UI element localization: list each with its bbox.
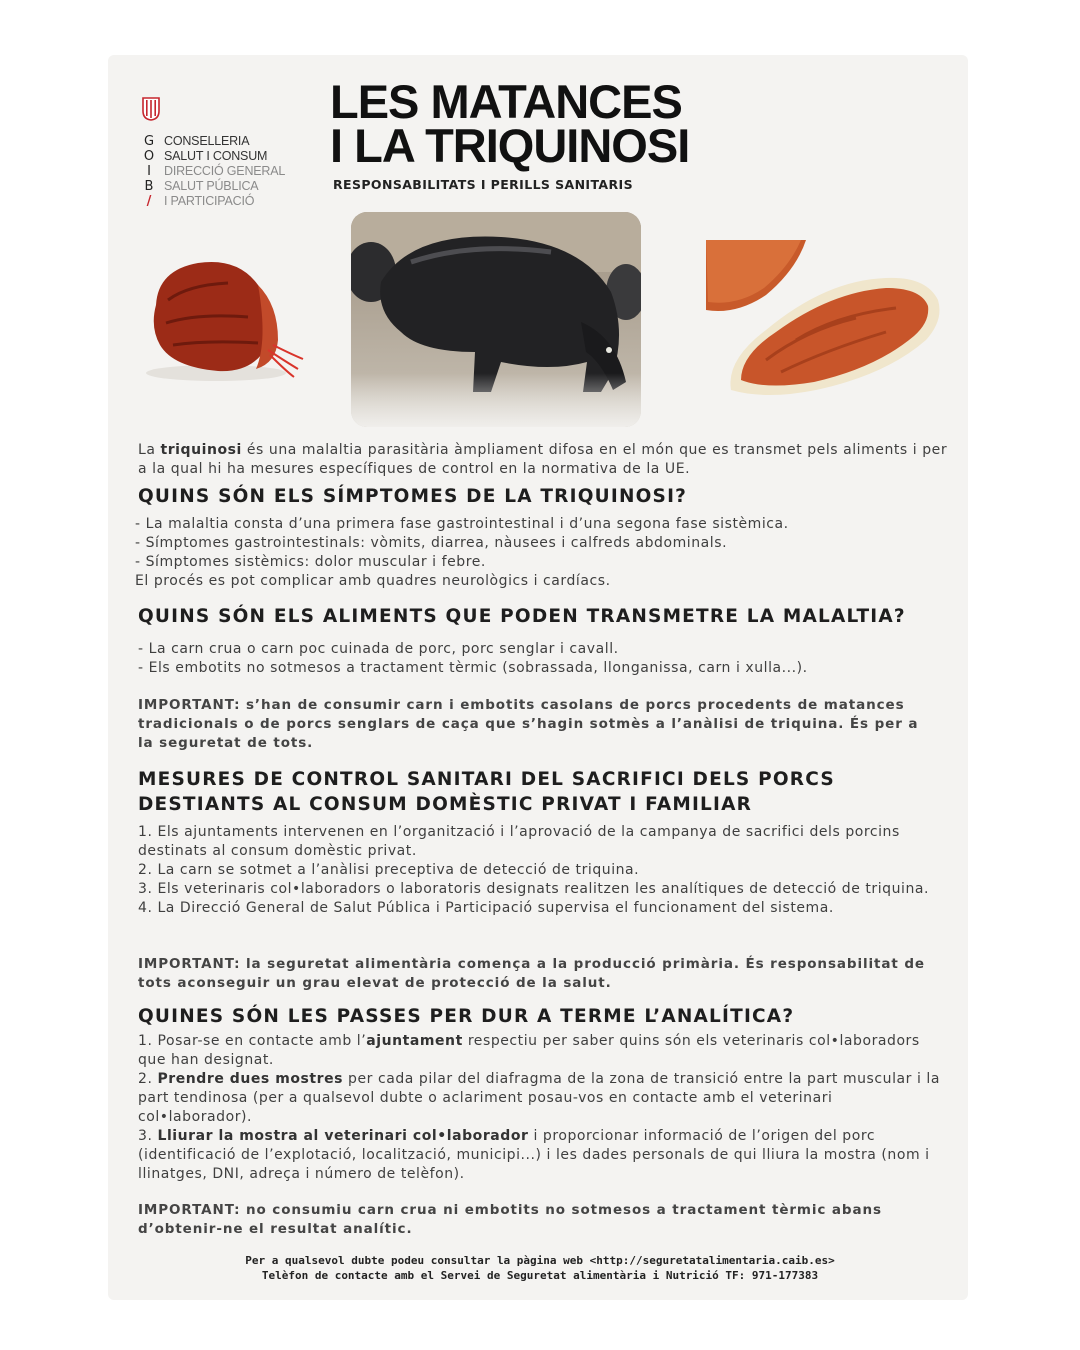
foods-heading: QUINS SÓN ELS ALIMENTS QUE PODEN TRANSMETRE LA MALALTIA? <box>138 606 906 627</box>
list-item: - Els embotits no sotmesos a tractament tèrmic (sobrassada, llonganissa, carn i xulla...). <box>138 660 808 676</box>
symptoms-heading: QUINS SÓN ELS SÍMPTOMES DE LA TRIQUINOSI? <box>138 486 688 507</box>
foods-important-note: IMPORTANT: s’han de consumir carn i embotits casolans de porcs procedents de matances tradicionals o de porcs senglars de caça que s’hagin sotmès a l’anàlisi de triquina. És per a la seguretat de tots. <box>138 697 919 751</box>
intro-paragraph: La triquinosi és una malaltia parasitària àmpliament difosa en el món que es transmet pels aliments i per a la qual hi ha mesures específiques de control en la normativa de la UE. <box>138 442 948 477</box>
goib-letters: G O I B / <box>143 134 155 209</box>
sobrassada-image <box>128 245 308 390</box>
foods-list <box>138 640 948 678</box>
list-item: 1. Els ajuntaments intervenen en l’organització i l’aprovació de la campanya de sacrifici dels porcins destinats al consum domèstic privat. <box>138 824 900 859</box>
list-item: 2. La carn se sotmet a l’anàlisi preceptiva de detecció de triquina. <box>138 862 640 878</box>
sobrassada-toast-image <box>686 240 946 400</box>
coat-of-arms-icon <box>142 97 160 121</box>
page-subtitle: RESPONSABILITATS I PERILLS SANITARIS <box>333 177 633 192</box>
control-list <box>138 823 948 918</box>
list-item: - Símptomes gastrointestinals: vòmits, diarrea, nàusees i calfreds abdominals. <box>135 535 728 551</box>
symptoms-list <box>135 515 945 591</box>
list-item: - La malaltia consta d’una primera fase gastrointestinal i d’una segona fase sistèmica. <box>135 516 789 532</box>
steps-list <box>138 1032 948 1184</box>
black-pig-photo <box>351 212 641 427</box>
list-item: - La carn crua o carn poc cuinada de porc, porc senglar i cavall. <box>138 641 619 657</box>
list-item: El procés es pot complicar amb quadres neurològics i cardíacs. <box>135 573 611 589</box>
steps-heading: QUINES SÓN LES PASSES PER DUR A TERME L’ANALÍTICA? <box>138 1006 795 1027</box>
list-item: 4. La Direcció General de Salut Pública i Participació supervisa el funcionament del sistema. <box>138 900 834 916</box>
list-item: 3. Lliurar la mostra al veterinari col•laborador i proporcionar informació de l’origen del porc (identificació de l’explotació, localització, municipi...) i les dades personals de qui lliura la mostra (nom i llinatges, DNI, adreça i número de telèfon). <box>138 1128 930 1182</box>
list-item: - Símptomes sistèmics: dolor muscular i febre. <box>135 554 486 570</box>
steps-important-note: IMPORTANT: no consumiu carn crua ni embotits no sotmesos a tractament tèrmic abans d’obtenir-ne el resultat analític. <box>138 1202 882 1237</box>
goib-logo <box>142 97 292 212</box>
list-item: 1. Posar-se en contacte amb l’ajuntament respectiu per saber quins són els veterinaris col•laboradors que han designat. <box>138 1033 920 1068</box>
footer-website-line: Per a qualsevol dubte podeu consultar la pàgina web <http://seguretatalimentaria.caib.es> <box>245 1254 835 1267</box>
page-title: LES MATANCES I LA TRIQUINOSI <box>330 75 690 172</box>
control-heading: MESURES DE CONTROL SANITARI DEL SACRIFICI DELS PORCS DESTIANTS AL CONSUM DOMÈSTIC PRIVAT I FAMILIAR <box>138 769 835 815</box>
list-item: 2. Prendre dues mostres per cada pilar del diafragma de la zona de transició entre la part muscular i la part tendinosa (per a qualsevol dubte o aclariment posau-vos en contacte amb el veterinari col•laborador). <box>138 1071 940 1125</box>
logo-department-text: CONSELLERIA SALUT I CONSUM DIRECCIÓ GENERAL SALUT PÚBLICA I PARTICIPACIÓ <box>164 134 286 208</box>
footer-phone-line: Telèfon de contacte amb el Servei de Seguretat alimentària i Nutrició TF: 971-177383 <box>261 1269 819 1282</box>
control-important-note: IMPORTANT: la seguretat alimentària comença a la producció primària. És responsabilitat de tots aconseguir un grau elevat de protecció de la salut. <box>138 956 925 991</box>
list-item: 3. Els veterinaris col•laboradors o laboratoris designats realitzen les analítiques de detecció de triquina. <box>138 881 930 897</box>
contact-footer <box>140 1253 940 1283</box>
